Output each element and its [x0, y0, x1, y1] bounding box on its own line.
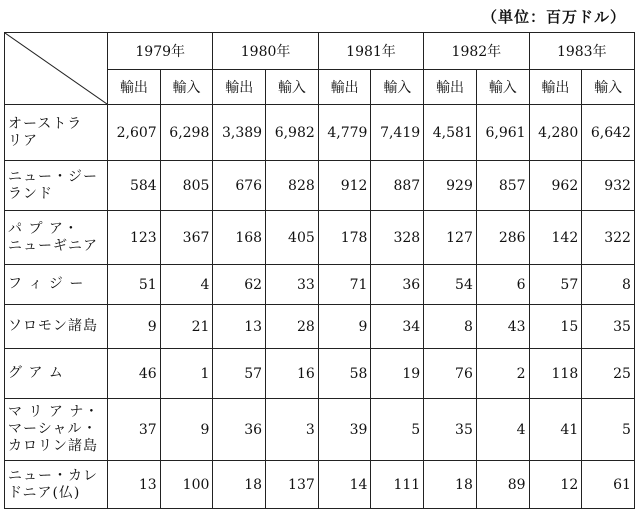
export-value: 39: [318, 399, 371, 461]
group-micronesia: [5, 349, 635, 509]
table-row: [5, 461, 635, 509]
import-value: 5: [582, 399, 635, 461]
export-value: 15: [529, 305, 582, 349]
country-cell: [5, 105, 108, 161]
export-header: 輸出: [318, 70, 371, 105]
trade-table: [4, 32, 635, 509]
country-name-line: ドニア(仏): [8, 484, 81, 501]
import-value: 5: [371, 399, 424, 461]
export-value: 13: [213, 305, 266, 349]
table-row: [5, 305, 635, 349]
country-cell: [5, 161, 108, 211]
export-value: 18: [213, 461, 266, 509]
import-header: 輸入: [371, 70, 424, 105]
table-row: [5, 265, 635, 305]
export-value: 584: [108, 161, 161, 211]
import-value: 36: [371, 265, 424, 305]
export-value: 118: [529, 349, 582, 399]
export-value: 142: [529, 211, 582, 265]
export-value: 62: [213, 265, 266, 305]
export-value: 57: [529, 265, 582, 305]
export-value: 178: [318, 211, 371, 265]
import-value: 43: [476, 305, 529, 349]
corner-cell: [5, 33, 108, 105]
import-value: 322: [582, 211, 635, 265]
country-name-line: ランド: [8, 185, 53, 202]
import-value: 6: [476, 265, 529, 305]
country-name-line: リア: [8, 132, 38, 149]
country-cell: [5, 461, 108, 509]
export-value: 58: [318, 349, 371, 399]
export-value: 168: [213, 211, 266, 265]
country-name-line: グ ア ム: [8, 365, 64, 381]
export-value: 912: [318, 161, 371, 211]
export-value: 12: [529, 461, 582, 509]
year-header-row: [5, 33, 635, 70]
import-value: 328: [371, 211, 424, 265]
import-value: 28: [266, 305, 319, 349]
export-value: 18: [424, 461, 477, 509]
import-value: 8: [582, 265, 635, 305]
import-value: 33: [266, 265, 319, 305]
import-value: 6,961: [476, 105, 529, 161]
import-header: 輸入: [582, 70, 635, 105]
year-header: 1983年: [529, 33, 634, 70]
import-value: 857: [476, 161, 529, 211]
table-row: [5, 211, 635, 265]
country-cell: [5, 349, 108, 399]
import-value: 100: [160, 461, 213, 509]
export-value: 14: [318, 461, 371, 509]
import-value: 4: [160, 265, 213, 305]
export-value: 51: [108, 265, 161, 305]
country-name-line: マーシャル・: [8, 421, 98, 437]
group-oceania: [5, 105, 635, 349]
import-value: 4: [476, 399, 529, 461]
import-value: 2: [476, 349, 529, 399]
export-value: 676: [213, 161, 266, 211]
export-header: 輸出: [108, 70, 161, 105]
export-value: 4,581: [424, 105, 477, 161]
year-header: 1981年: [318, 33, 423, 70]
import-value: 61: [582, 461, 635, 509]
export-value: 46: [108, 349, 161, 399]
import-value: 405: [266, 211, 319, 265]
import-header: 輸入: [476, 70, 529, 105]
export-value: 929: [424, 161, 477, 211]
table-row: [5, 399, 635, 461]
unit-note: （単位：百万ドル）: [481, 8, 626, 26]
table-row: [5, 349, 635, 399]
country-name-line: ニュー・カレ: [8, 467, 98, 484]
import-value: 9: [160, 399, 213, 461]
import-value: 111: [371, 461, 424, 509]
import-value: 887: [371, 161, 424, 211]
country-cell: [5, 305, 108, 349]
year-header: 1979年: [108, 33, 213, 70]
import-value: 35: [582, 305, 635, 349]
import-value: 6,298: [160, 105, 213, 161]
import-value: 7,419: [371, 105, 424, 161]
export-value: 41: [529, 399, 582, 461]
export-value: 2,607: [108, 105, 161, 161]
import-value: 805: [160, 161, 213, 211]
import-value: 25: [582, 349, 635, 399]
import-header: 輸入: [266, 70, 319, 105]
import-value: 828: [266, 161, 319, 211]
export-value: 127: [424, 211, 477, 265]
import-value: 932: [582, 161, 635, 211]
country-cell: [5, 399, 108, 461]
year-header: 1980年: [213, 33, 318, 70]
export-value: 4,280: [529, 105, 582, 161]
export-value: 9: [108, 305, 161, 349]
export-header: 輸出: [213, 70, 266, 105]
export-value: 37: [108, 399, 161, 461]
country-name-line: ニュー・ジー: [8, 168, 98, 185]
import-value: 89: [476, 461, 529, 509]
export-value: 35: [424, 399, 477, 461]
export-value: 8: [424, 305, 477, 349]
country-name-line: ニューギニア: [8, 237, 98, 254]
country-name-line: オーストラ: [8, 115, 83, 132]
export-header: 輸出: [424, 70, 477, 105]
export-value: 962: [529, 161, 582, 211]
year-header: 1982年: [424, 33, 529, 70]
country-cell: [5, 265, 108, 305]
import-value: 6,642: [582, 105, 635, 161]
export-value: 9: [318, 305, 371, 349]
import-value: 34: [371, 305, 424, 349]
export-value: 3,389: [213, 105, 266, 161]
export-value: 54: [424, 265, 477, 305]
import-value: 367: [160, 211, 213, 265]
import-value: 286: [476, 211, 529, 265]
export-value: 57: [213, 349, 266, 399]
import-value: 19: [371, 349, 424, 399]
import-value: 6,982: [266, 105, 319, 161]
import-value: 21: [160, 305, 213, 349]
table-row: [5, 161, 635, 211]
import-value: 137: [266, 461, 319, 509]
export-value: 71: [318, 265, 371, 305]
export-value: 4,779: [318, 105, 371, 161]
table-row: [5, 105, 635, 161]
country-name-line: パ プ ア・: [8, 220, 79, 237]
export-value: 36: [213, 399, 266, 461]
import-value: 16: [266, 349, 319, 399]
country-name-line: ソロモン諸島: [8, 318, 98, 334]
country-name-line: カロリン諸島: [8, 438, 98, 454]
import-value: 1: [160, 349, 213, 399]
country-cell: [5, 211, 108, 265]
import-value: 3: [266, 399, 319, 461]
export-value: 13: [108, 461, 161, 509]
country-name-line: マ リ ア ナ・: [8, 404, 100, 420]
export-value: 123: [108, 211, 161, 265]
diagonal-line: [5, 33, 107, 104]
export-header: 輸出: [529, 70, 582, 105]
import-header: 輸入: [160, 70, 213, 105]
country-name-line: フ ィ ジ ー: [8, 276, 85, 292]
export-value: 76: [424, 349, 477, 399]
